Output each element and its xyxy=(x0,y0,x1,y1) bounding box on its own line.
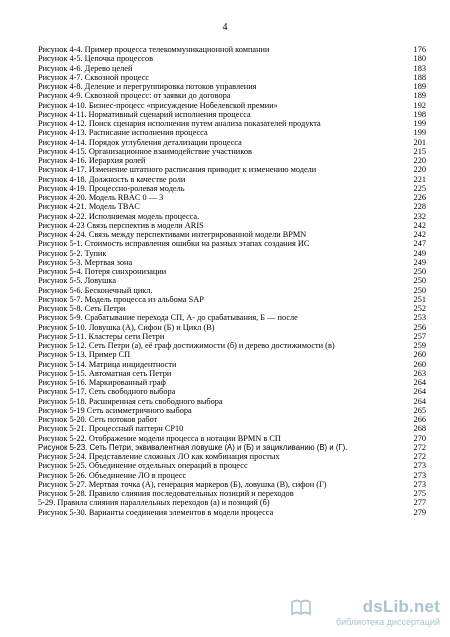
figure-entry-title: Рисунок 4-5. Цепочка процессов xyxy=(38,54,154,64)
figure-entry-title: Рисунок 5-21. Процессный паттерн СР10 xyxy=(38,424,184,434)
figure-entry xyxy=(38,249,426,258)
figure-entry-page: 242 xyxy=(413,220,426,230)
figure-entry-title: Рисунок 4-17. Изменение штатного расписания приводит к изменению модели xyxy=(38,165,317,175)
figure-entry-title: Рисунок 5-10. Ловушка (А), Сифон (Б) и Цикл (В) xyxy=(38,322,215,332)
figure-entry-title: Рисунок 5-2. Тупик xyxy=(38,248,107,258)
figure-entry xyxy=(38,424,426,433)
figure-entry-page: 176 xyxy=(413,45,426,54)
figure-entry-page: 242 xyxy=(413,230,426,239)
figure-entry-page: 266 xyxy=(413,415,426,424)
figure-entry xyxy=(38,91,426,100)
figure-entry-page: 253 xyxy=(413,313,426,323)
page-number: 4 xyxy=(222,22,228,33)
figure-entry-page: 226 xyxy=(413,193,426,202)
figure-list xyxy=(38,45,426,517)
figure-entry-title: Рисунок 5-28. Правило слияния последовательных позиций и переходов xyxy=(38,489,294,498)
figure-entry-title: Рисунок 5-7. Модель процесса из альбома SAP xyxy=(38,294,204,304)
figure-entry xyxy=(38,378,426,387)
figure-entry-page: 264 xyxy=(413,378,426,387)
figure-entry-title: Рисунок 5-22. Отображение модели процесса в нотации BPMN в СП xyxy=(38,433,281,443)
figure-entry xyxy=(38,64,426,73)
figure-entry xyxy=(38,73,426,82)
figure-entry-page: 189 xyxy=(413,91,426,101)
figure-entry-page: 180 xyxy=(413,54,426,64)
figure-entry-page: 249 xyxy=(413,257,426,267)
figure-entry xyxy=(38,193,426,202)
figure-entry-title: Рисунок 5-9. Срабатывание перехода СП, А- до срабатывания, Б — после xyxy=(38,313,298,323)
figure-entry-title: Рисунок 5-16. Маркированный граф xyxy=(38,378,166,387)
figure-entry-title: Рисунок 4-9. Сквозной процесс: от заявки до договора xyxy=(38,91,231,101)
figure-entry-page: 220 xyxy=(413,165,426,175)
figure-entry xyxy=(38,184,426,193)
figure-entry xyxy=(38,508,426,517)
figure-entry xyxy=(38,480,426,489)
figure-entry-page: 247 xyxy=(413,239,426,249)
figure-entry-title: Рисунок 5-25. Объединение отдельных операций в процесс xyxy=(38,461,248,471)
figure-entry-page: 225 xyxy=(413,183,426,193)
figure-entry-page: 249 xyxy=(413,248,426,258)
figure-entry xyxy=(38,230,426,239)
figure-entry-page: 220 xyxy=(413,156,426,165)
figure-entry-page: 199 xyxy=(413,128,426,138)
figure-entry-page: 273 xyxy=(413,479,426,489)
figure-entry-page: 265 xyxy=(413,405,426,415)
watermark-logo: dsLib.net xyxy=(362,597,440,616)
figure-entry xyxy=(38,295,426,304)
figure-entry xyxy=(38,267,426,276)
figure-entry-title: Рисунок 5-12. Сеть Петри (а), её граф достижимости (б) и дерево достижимости (в) xyxy=(38,341,335,350)
figure-entry xyxy=(38,101,426,110)
figure-entry-page: 183 xyxy=(413,63,426,73)
figure-entry xyxy=(38,369,426,378)
figure-entry-page: 264 xyxy=(413,396,426,406)
figure-entry-title: Рисунок 5-14. Матрица инцидентности xyxy=(38,359,177,369)
figure-entry-page: 272 xyxy=(413,442,426,452)
figure-entry-title: 5-29. Правила слияния параллельных переходов (а) и позиций (б) xyxy=(38,498,270,508)
figure-entry-page: 250 xyxy=(413,267,426,276)
figure-entry-title: Рисунок 5-18. Расширенная сеть свободного выбора xyxy=(38,396,223,406)
figure-entry-page: 256 xyxy=(413,322,426,332)
figure-entry-page: 221 xyxy=(413,174,426,184)
figure-entry-page: 273 xyxy=(413,470,426,480)
figure-entry-title: Рисунок 4-12. Поиск сценария исполнения путем анализа показателей продукта xyxy=(38,119,321,128)
figure-entry-title: Рисунок 4-13. Расписание исполнения процесса xyxy=(38,128,208,138)
figure-entry-page: 192 xyxy=(413,100,426,110)
figure-entry xyxy=(38,350,426,359)
book-logo-icon xyxy=(290,598,312,616)
figure-entry xyxy=(38,387,426,396)
figure-entry-title: Рисунок 4-10. Бизнес-процесс «присуждение Нобелевской премии» xyxy=(38,100,278,110)
figure-entry-page: 260 xyxy=(413,359,426,369)
figure-entry-page: 252 xyxy=(413,304,426,313)
figure-entry xyxy=(38,212,426,221)
figure-entry-title: Рисунок 5-17. Сеть свободного выбора xyxy=(38,387,176,397)
figure-entry-title: Рисунок 5-4. Потеря синхронизации xyxy=(38,267,167,276)
figure-entry-page: 279 xyxy=(413,507,426,517)
figure-entry-title: Рисунок 4-23 Связь перспектив в модели ARIS xyxy=(38,220,204,230)
figure-entry xyxy=(38,406,426,415)
figure-entry-title: Рисунок 5-8. Сеть Петри xyxy=(38,304,126,313)
figure-entry-page: 268 xyxy=(413,424,426,434)
figure-entry-page: 228 xyxy=(413,202,426,212)
figure-entry-page: 189 xyxy=(413,82,426,91)
figure-entry-title: Рисунок 4-16. Иерархия ролей xyxy=(38,156,146,165)
figure-entry-title: Рисунок 4-6. Дерево целей xyxy=(38,63,133,73)
figure-entry xyxy=(38,119,426,128)
figure-entry xyxy=(38,82,426,91)
figure-entry-page: 277 xyxy=(413,498,426,508)
figure-entry xyxy=(38,202,426,211)
figure-entry-title: Рисунок 4-20. Модель RBAC 0 — 3 xyxy=(38,193,164,202)
figure-entry-title: Рисунок 5-20. Сеть потоков работ xyxy=(38,415,158,424)
figure-entry xyxy=(38,221,426,230)
figure-entry-title: Рисунок 5-23. Сеть Петри, эквивалентная ловушке (А) и (Б) и зацикливанию (В) и (Г). xyxy=(38,442,348,452)
figure-entry-page: 270 xyxy=(413,433,426,443)
figure-entry-title: Рисунок 5-24. Представление сложных ЛО как комбинация простых xyxy=(38,452,280,461)
figure-entry-page: 250 xyxy=(413,285,426,295)
figure-entry-title: Рисунок 5-5. Ловушка xyxy=(38,276,117,286)
figure-entry-page: 232 xyxy=(413,211,426,221)
figure-entry xyxy=(38,45,426,54)
figure-entry-title: Рисунок 5-13. Пример СП xyxy=(38,350,131,360)
figure-entry xyxy=(38,498,426,507)
figure-entry xyxy=(38,415,426,424)
figure-entry-page: 273 xyxy=(413,461,426,471)
figure-entry xyxy=(38,304,426,313)
figure-entry xyxy=(38,138,426,147)
figure-entry-page: 263 xyxy=(413,368,426,378)
figure-entry-title: Рисунок 4-19. Процессно-ролевая модель xyxy=(38,183,185,193)
figure-entry-title: Рисунок 5-3. Мертвая зона xyxy=(38,257,133,267)
watermark-subtitle: библиотека диссертаций xyxy=(335,617,440,627)
figure-entry xyxy=(38,360,426,369)
figure-entry-page: 251 xyxy=(413,294,426,304)
figure-entry-page: 199 xyxy=(413,119,426,128)
figure-entry-page: 188 xyxy=(413,72,426,82)
figure-entry-page: 257 xyxy=(413,331,426,341)
figure-entry-title: Рисунок 4-14. Порядок углубления детализации процесса xyxy=(38,137,242,147)
figure-entry xyxy=(38,258,426,267)
figure-entry-title: Рисунок 5-19 Сеть асимметричного выбора xyxy=(38,405,192,415)
figure-entry-page: 264 xyxy=(413,387,426,397)
figure-entry xyxy=(38,323,426,332)
figure-entry xyxy=(38,286,426,295)
figure-entry-title: Рисунок 4-21. Модель TBAC xyxy=(38,202,140,212)
figure-entry-title: Рисунок 4-7. Сквозной процесс xyxy=(38,72,150,82)
figure-entry xyxy=(38,54,426,63)
figure-entry xyxy=(38,156,426,165)
figure-entry-title: Рисунок 4-8. Деление и перегруппировка потоков управления xyxy=(38,82,257,91)
figure-entry xyxy=(38,471,426,480)
figure-entry-title: Рисунок 4-4. Пример процесса телекоммуникационной компании xyxy=(38,45,270,54)
figure-entry xyxy=(38,165,426,174)
figure-entry xyxy=(38,341,426,350)
figure-entry xyxy=(38,147,426,156)
figure-entry-page: 272 xyxy=(413,452,426,461)
figure-entry-title: Рисунок 5-15. Автоматная сеть Петри xyxy=(38,368,172,378)
figure-entry-title: Рисунок 4-18. Должность в качестве роли xyxy=(38,174,186,184)
figure-entry xyxy=(38,489,426,498)
figure-entry-page: 198 xyxy=(413,109,426,119)
figure-entry xyxy=(38,110,426,119)
figure-entry xyxy=(38,332,426,341)
figure-entry-page: 201 xyxy=(413,137,426,147)
figure-entry xyxy=(38,313,426,322)
figure-entry-title: Рисунок 5-26. Объединение ЛО в процесс xyxy=(38,470,187,480)
figure-entry xyxy=(38,175,426,184)
figure-entry xyxy=(38,239,426,248)
figure-entry xyxy=(38,128,426,137)
figure-entry xyxy=(38,397,426,406)
figure-entry-title: Рисунок 4-24. Связь между перспективами интегрированной модели BPMN xyxy=(38,230,307,239)
figure-entry-page: 275 xyxy=(413,489,426,498)
figure-entry xyxy=(38,461,426,470)
figure-entry-title: Рисунок 5-1. Стоимость исправления ошибки на разных этапах создания ИС xyxy=(38,239,310,249)
figure-entry-page: 259 xyxy=(413,341,426,350)
figure-entry-title: Рисунок 5-6. Бесконечный цикл. xyxy=(38,285,153,295)
figure-entry xyxy=(38,434,426,443)
figure-entry-title: Рисунок 5-27. Мертвая точка (А), генерация маркеров (Б), ловушка (В), сифон (Г) xyxy=(38,479,327,489)
figure-entry-page: 250 xyxy=(413,276,426,286)
figure-entry-title: Рисунок 5-30. Варианты соединения элементов в модели процесса xyxy=(38,507,274,517)
figure-entry xyxy=(38,443,426,452)
figure-entry xyxy=(38,452,426,461)
figure-entry-title: Рисунок 5-11. Кластеры сети Петри xyxy=(38,331,165,341)
figure-entry-title: Рисунок 4-11. Нормативный сценарий исполнения процесса xyxy=(38,109,251,119)
figure-entry xyxy=(38,276,426,285)
figure-entry-title: Рисунок 4-15. Организационное взаимодействие участников xyxy=(38,146,252,156)
figure-entry-page: 215 xyxy=(413,146,426,156)
watermark xyxy=(240,597,440,629)
figure-entry-title: Рисунок 4-22. Исполняемая модель процесса. xyxy=(38,211,200,221)
figure-entry-page: 260 xyxy=(413,350,426,360)
